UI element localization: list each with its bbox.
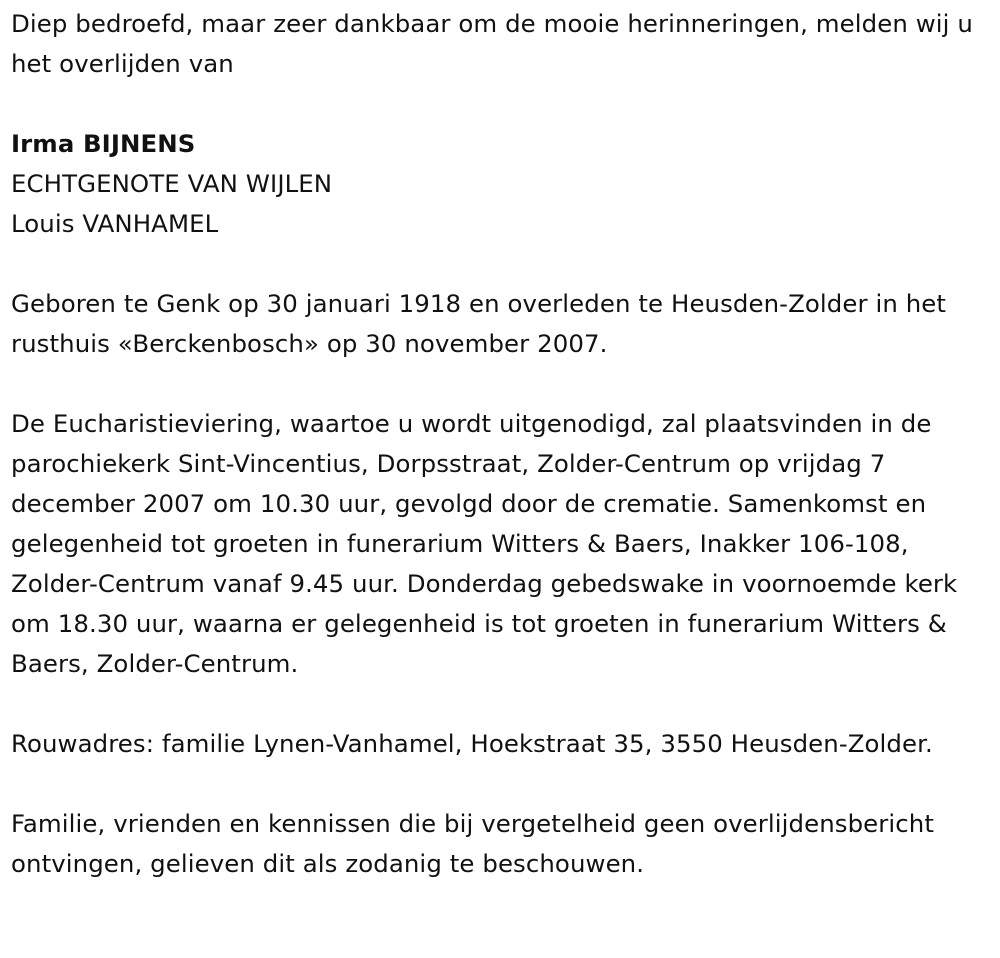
deceased-name: Irma BIJNENS [11,129,196,158]
address-paragraph: Rouwadres: familie Lynen-Vanhamel, Hoekstraat 35, 3550 Heusden-Zolder. [11,729,933,758]
spacer [11,764,996,804]
obituary-notice [11,4,996,884]
spacer [11,244,996,284]
spouse-name: Louis VANHAMEL [11,209,219,238]
intro-paragraph: Diep bedroefd, maar zeer dankbaar om de mooie herinneringen, melden wij u het overlijden van [11,9,973,78]
relation-line: ECHTGENOTE VAN WIJLEN [11,169,333,198]
closing-paragraph: Familie, vrienden en kennissen die bij vergetelheid geen overlijdensbericht ontvingen, gelieven dit als zodanig te beschouwen. [11,809,935,878]
spacer [11,364,996,404]
birth-death-paragraph: Geboren te Genk op 30 januari 1918 en overleden te Heusden-Zolder in het rusthuis «Berckenbosch» op 30 november 2007. [11,289,947,358]
ceremony-paragraph: De Eucharistieviering, waartoe u wordt uitgenodigd, zal plaatsvinden in de parochiekerk Sint-Vincentius, Dorpsstraat, Zolder-Centrum op vrijdag 7 december 2007 om 10.30 uur, gevolgd door de crematie. Samenkomst en gelegenheid tot groeten in funerarium Witters & Baers, Inakker 106-108, Zolder-Centrum vanaf 9.45 uur. Donderdag gebedswake in voornoemde kerk om 18.30 uur, waarna er gelegenheid is tot groeten in funerarium Witters & Baers, Zolder-Centrum. [11,409,958,678]
spacer [11,84,996,124]
spacer [11,684,996,724]
